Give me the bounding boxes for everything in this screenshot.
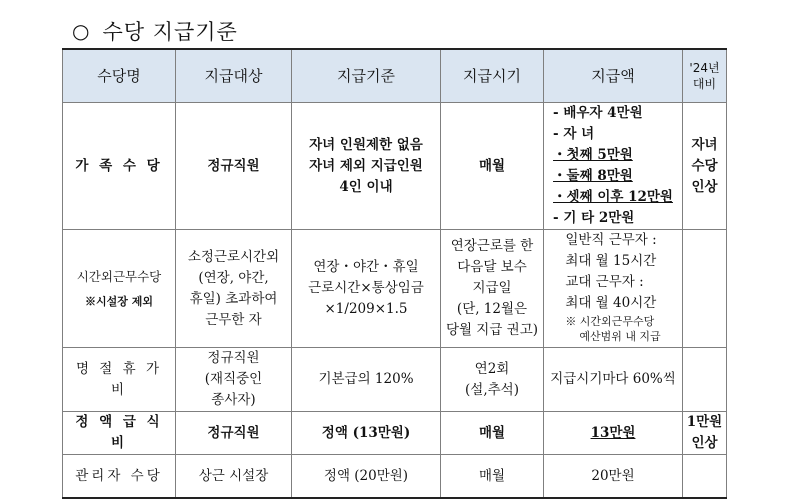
overtime-timing-line: 연장근로를 한 <box>450 238 534 254</box>
family-amount <box>544 103 683 230</box>
meal-amount: 13만원 <box>590 424 636 441</box>
table-row-holiday <box>63 348 727 412</box>
family-criteria-line: 자녀 인원제한 없음 <box>309 136 423 153</box>
overtime-compare <box>683 230 727 348</box>
meal-compare <box>683 412 727 455</box>
table-row-family <box>63 103 727 230</box>
family-amount-line: ・셋째 이후 12만원 <box>553 189 673 205</box>
overtime-name-note: ※시설장 제외 <box>85 294 153 308</box>
header-amount: 지급액 <box>544 49 683 103</box>
family-compare <box>683 103 727 230</box>
family-compare-line: 인상 <box>691 178 718 195</box>
holiday-criteria: 기본급의 120% <box>292 348 441 412</box>
holiday-timing <box>441 348 544 412</box>
manager-target: 상근 시설장 <box>176 455 292 499</box>
overtime-timing-line: (단, 12월은 <box>456 301 528 317</box>
overtime-criteria-line: 연장・야간・휴일 <box>313 259 419 275</box>
table-header-row <box>63 49 727 103</box>
family-criteria-line: 4인 이내 <box>339 178 393 195</box>
meal-name: 정 액 급 식 비 <box>63 412 176 455</box>
overtime-amount-line: 최대 월 40시간 <box>565 295 657 311</box>
overtime-name <box>63 230 176 348</box>
holiday-name: 명 절 휴 가 비 <box>63 348 176 412</box>
family-criteria-line: 자녀 제외 지급인원 <box>309 157 423 174</box>
overtime-timing-line: 당월 지급 권고) <box>445 322 539 338</box>
header-timing: 지급시기 <box>441 49 544 103</box>
section-title <box>72 16 238 46</box>
family-amount-line: ・첫째 5만원 <box>553 147 633 163</box>
meal-target: 정규직원 <box>176 412 292 455</box>
holiday-amount: 지급시기마다 60%씩 <box>544 348 683 412</box>
section-title-text: 수당 지급기준 <box>102 20 238 44</box>
overtime-target-line: 근무한 자 <box>205 311 262 328</box>
overtime-target <box>176 230 292 348</box>
header-criteria: 지급기준 <box>292 49 441 103</box>
overtime-amount <box>544 230 683 348</box>
overtime-timing <box>441 230 544 348</box>
family-name: 가 족 수 당 <box>63 103 176 230</box>
overtime-amount-list <box>565 230 660 344</box>
header-compare <box>683 49 727 103</box>
manager-amount: 20만원 <box>544 455 683 499</box>
overtime-timing-line: 지급일 <box>472 280 512 296</box>
family-compare-line: 자녀 <box>691 136 718 153</box>
holiday-target-line: 종사자) <box>211 392 256 408</box>
table-row-manager <box>63 455 727 499</box>
family-amount-line: - 기 타 2만원 <box>553 210 635 226</box>
holiday-timing-line: 연2회 <box>474 360 510 377</box>
manager-timing: 매월 <box>441 455 544 499</box>
meal-timing: 매월 <box>441 412 544 455</box>
allowance-table <box>62 48 727 499</box>
manager-compare <box>683 455 727 499</box>
overtime-timing-line: 다음달 보수 <box>457 259 527 275</box>
holiday-timing-line: (설,추석) <box>465 381 519 398</box>
meal-compare-line: 1만원 <box>686 414 723 430</box>
header-target: 지급대상 <box>176 49 292 103</box>
family-compare-line: 수당 <box>691 157 718 174</box>
family-target: 정규직원 <box>176 103 292 230</box>
overtime-amount-line: 교대 근무자 : <box>565 274 644 290</box>
holiday-target-line: (재직중인 <box>204 371 263 387</box>
manager-name: 관리자 수당 <box>63 455 176 499</box>
header-allowance: 수당명 <box>63 49 176 103</box>
holiday-target-line: 정규직원 <box>207 350 260 366</box>
overtime-amount-line: 최대 월 15시간 <box>565 253 657 269</box>
family-amount-line: - 자 녀 <box>553 126 595 142</box>
overtime-criteria-line: ×1/209×1.5 <box>324 301 408 317</box>
family-amount-list <box>553 103 673 229</box>
overtime-target-line: 휴일) 초과하여 <box>189 290 278 307</box>
overtime-name-text: 시간외근무수당 <box>76 268 162 284</box>
table-row-meal <box>63 412 727 455</box>
overtime-target-line: 소정근로시간외 <box>187 248 280 265</box>
manager-criteria: 정액 (20만원) <box>292 455 441 499</box>
meal-compare-line: 인상 <box>691 435 718 451</box>
overtime-amount-note: 예산범위 내 지급 <box>579 330 661 343</box>
overtime-target-line: (연장, 야간, <box>198 269 269 286</box>
family-timing: 매월 <box>441 103 544 230</box>
meal-criteria: 정액 (13만원) <box>292 412 441 455</box>
header-compare-line2: 대비 <box>692 77 717 91</box>
overtime-criteria <box>292 230 441 348</box>
holiday-compare <box>683 348 727 412</box>
overtime-amount-line: 일반직 근무자 : <box>565 232 657 248</box>
circle-bullet-icon: ○ <box>72 19 91 43</box>
meal-amount-cell <box>544 412 683 455</box>
overtime-amount-note: ※ 시간외근무수당 <box>565 315 655 328</box>
family-criteria <box>292 103 441 230</box>
family-amount-line: ・둘째 8만원 <box>553 168 633 184</box>
table-row-overtime <box>63 230 727 348</box>
holiday-target <box>176 348 292 412</box>
family-amount-line: - 배우자 4만원 <box>553 105 643 121</box>
header-compare-line1: '24년 <box>689 61 720 75</box>
overtime-criteria-line: 근로시간×통상임금 <box>308 280 424 296</box>
